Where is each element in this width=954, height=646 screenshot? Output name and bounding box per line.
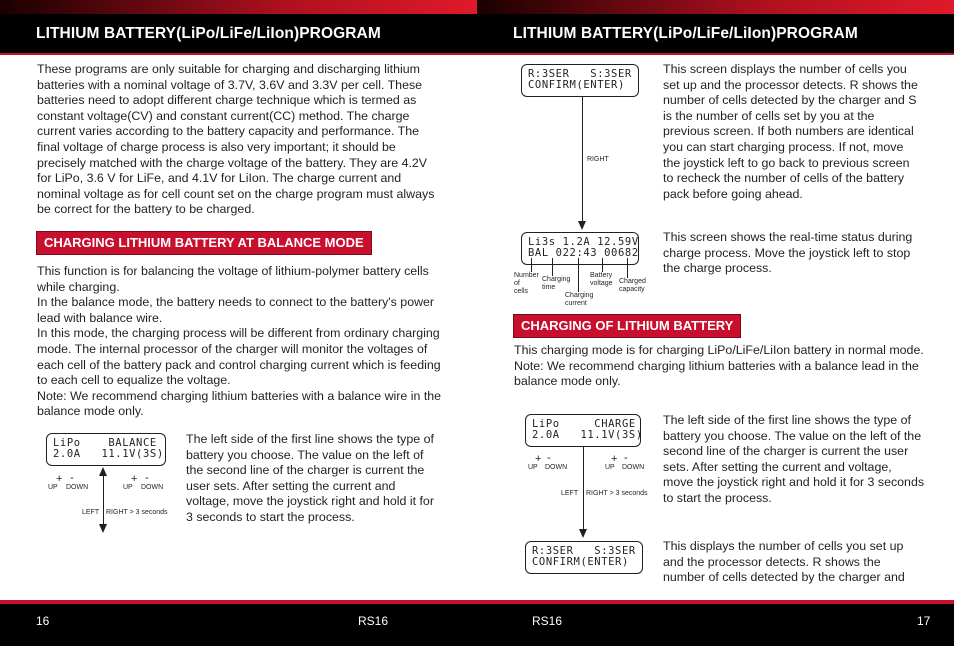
header-gradient <box>477 0 954 14</box>
charge-lcd-screen <box>525 414 641 447</box>
charge-lcd-description: The left side of the first line shows the type of battery you choose. The value on the left of the second line of the charger is current the user sets. After setting the current and voltage, move the joystick right and hold it for 3 seconds to start the process. <box>663 413 925 505</box>
battery-voltage-label: Battery voltage <box>590 272 613 287</box>
lcd-line-2: BAL 022:43 00682 <box>528 246 639 259</box>
left-page-number: 16 <box>36 614 50 628</box>
right-label: RIGHT <box>587 156 609 163</box>
lcd-line-2: 2.0A 11.1V(3S) <box>532 428 643 441</box>
right-page-title: LITHIUM BATTERY(LiPo/LiFe/LiIon)PROGRAM <box>513 25 858 42</box>
left-label: LEFT <box>561 490 579 497</box>
header-rule <box>477 53 954 55</box>
charged-capacity-label: Charged capacity <box>619 278 646 293</box>
right-hold-label: RIGHT > 3 seconds <box>586 490 648 497</box>
up-label: UP <box>123 484 133 491</box>
down-label: DOWN <box>66 484 89 491</box>
plus-sign: + <box>535 453 542 465</box>
down-arrow-icon <box>99 524 107 533</box>
intro-paragraph: These programs are only suitable for charging and discharging lithium batteries with a nominal voltage of 3.7V, 3.6V and 3.3V per cell. These batteries need to adopt different charge technique which is termed as constant voltage(CV) and constant current(CC) method. The charge current varies according to the battery capacity and performance. The final voltage of charge process is also very important; it should be precisely matched with the charge voltage of the battery. They are 4.2V for LiPo, 3.6 V for LiFe, and 4.1V for LiIon. The charge current and nominal voltage as for cell count set on the charge program must always be correct for the battery to be charged. <box>37 62 435 217</box>
left-page-header <box>0 0 477 55</box>
label-pointer <box>578 258 579 292</box>
lcd-line-2: CONFIRM(ENTER) <box>528 78 625 91</box>
right-arrow-line <box>582 97 583 221</box>
confirm-lcd-screen <box>521 64 639 97</box>
balance-lcd-description: The left side of the first line shows the type of battery you choose. The value on the left of the second line of the charger is current the user sets. After setting the current and voltage, move the joystick right and hold it for 3 seconds to start the process. <box>186 432 434 524</box>
label-pointer <box>602 258 603 272</box>
lcd-line-1: LiPo CHARGE <box>532 418 636 430</box>
charging-section-heading: CHARGING OF LITHIUM BATTERY <box>514 315 740 337</box>
minus-sign: - <box>624 452 628 464</box>
header-rule <box>0 53 477 55</box>
plus-sign: + <box>611 453 618 465</box>
balance-lcd-screen <box>46 433 166 466</box>
footer-rule <box>0 600 954 604</box>
lcd-line-1: Li3s 1.2A 12.59V <box>528 236 639 248</box>
status-description: This screen shows the real-time status during charge process. Move the joystick left to stop the charge process. <box>663 230 913 276</box>
status-lcd-screen <box>521 232 639 265</box>
joystick-line <box>103 474 104 526</box>
charging-paragraph: This charging mode is for charging LiPo/LiFe/LiIon battery in normal mode. Note: We recommend charging lithium batteries with a balance lead in the balance mode only. <box>514 343 924 389</box>
down-label: DOWN <box>622 464 645 471</box>
down-label: DOWN <box>545 464 568 471</box>
confirm-description-2: This displays the number of cells you set up and the processor detects. R shows the number of cells detected by the charger and <box>663 539 905 585</box>
number-of-cells-label: Number of cells <box>514 272 539 295</box>
label-pointer <box>627 258 628 278</box>
up-label: UP <box>48 484 58 491</box>
lcd-line-2: CONFIRM(ENTER) <box>532 555 629 568</box>
left-page-title: LITHIUM BATTERY(LiPo/LiFe/LiIon)PROGRAM <box>36 25 381 42</box>
header-gradient <box>0 0 477 14</box>
lcd-line-1: R:3SER S:3SER <box>528 68 632 80</box>
minus-sign: - <box>145 472 149 484</box>
right-hold-label: RIGHT > 3 seconds <box>106 509 168 516</box>
up-label: UP <box>605 464 615 471</box>
right-page-header <box>477 0 954 55</box>
right-page-number: 17 <box>917 614 931 628</box>
page-footer <box>0 600 954 646</box>
up-label: UP <box>528 464 538 471</box>
minus-sign: - <box>547 452 551 464</box>
charging-current-label: Charging current <box>565 292 594 307</box>
lcd-line-1: R:3SER S:3SER <box>532 545 636 557</box>
plus-sign: + <box>131 473 138 485</box>
right-brand-logo: RS16 <box>532 614 563 628</box>
label-pointer <box>531 258 532 272</box>
down-arrow-icon <box>579 529 587 538</box>
joystick-line <box>583 447 584 530</box>
confirm-lcd-screen-2 <box>525 541 643 574</box>
charging-time-label: Charging time <box>542 276 571 291</box>
balance-section-heading: CHARGING LITHIUM BATTERY AT BALANCE MODE <box>37 232 371 254</box>
label-pointer <box>552 258 553 276</box>
down-arrow-icon <box>578 221 586 230</box>
lcd-line-1: LiPo BALANCE <box>53 437 157 449</box>
plus-sign: + <box>56 473 63 485</box>
lcd-line-2: 2.0A 11.1V(3S) <box>53 447 164 460</box>
minus-sign: - <box>70 472 74 484</box>
down-label: DOWN <box>141 484 164 491</box>
left-brand-logo: RS16 <box>358 614 389 628</box>
confirm-description: This screen displays the number of cells you set up and the processor detects. R shows the number of cells detected by the charger and S is the number of cells set by you at the previous screen. If both numbers are identical you can start charging process. If not, move the joystick left to go back to previous screen to recheck the number of cells of the battery pack before going ahead. <box>663 62 918 201</box>
left-label: LEFT <box>82 509 100 516</box>
balance-paragraph: This function is for balancing the voltage of lithium-polymer battery cells while charging. In the balance mode, the battery needs to connect to the battery's power lead with balance wire. In this mode, the charging process will be different from ordinary charging mode. The internal processor of the charger will monitor the voltages of each cell of the battery pack and control charging current which is feeding to each cell to equalize the voltage. Note: We recommend charging lithium batteries with a balance wire in the balance mode only. <box>37 264 442 419</box>
